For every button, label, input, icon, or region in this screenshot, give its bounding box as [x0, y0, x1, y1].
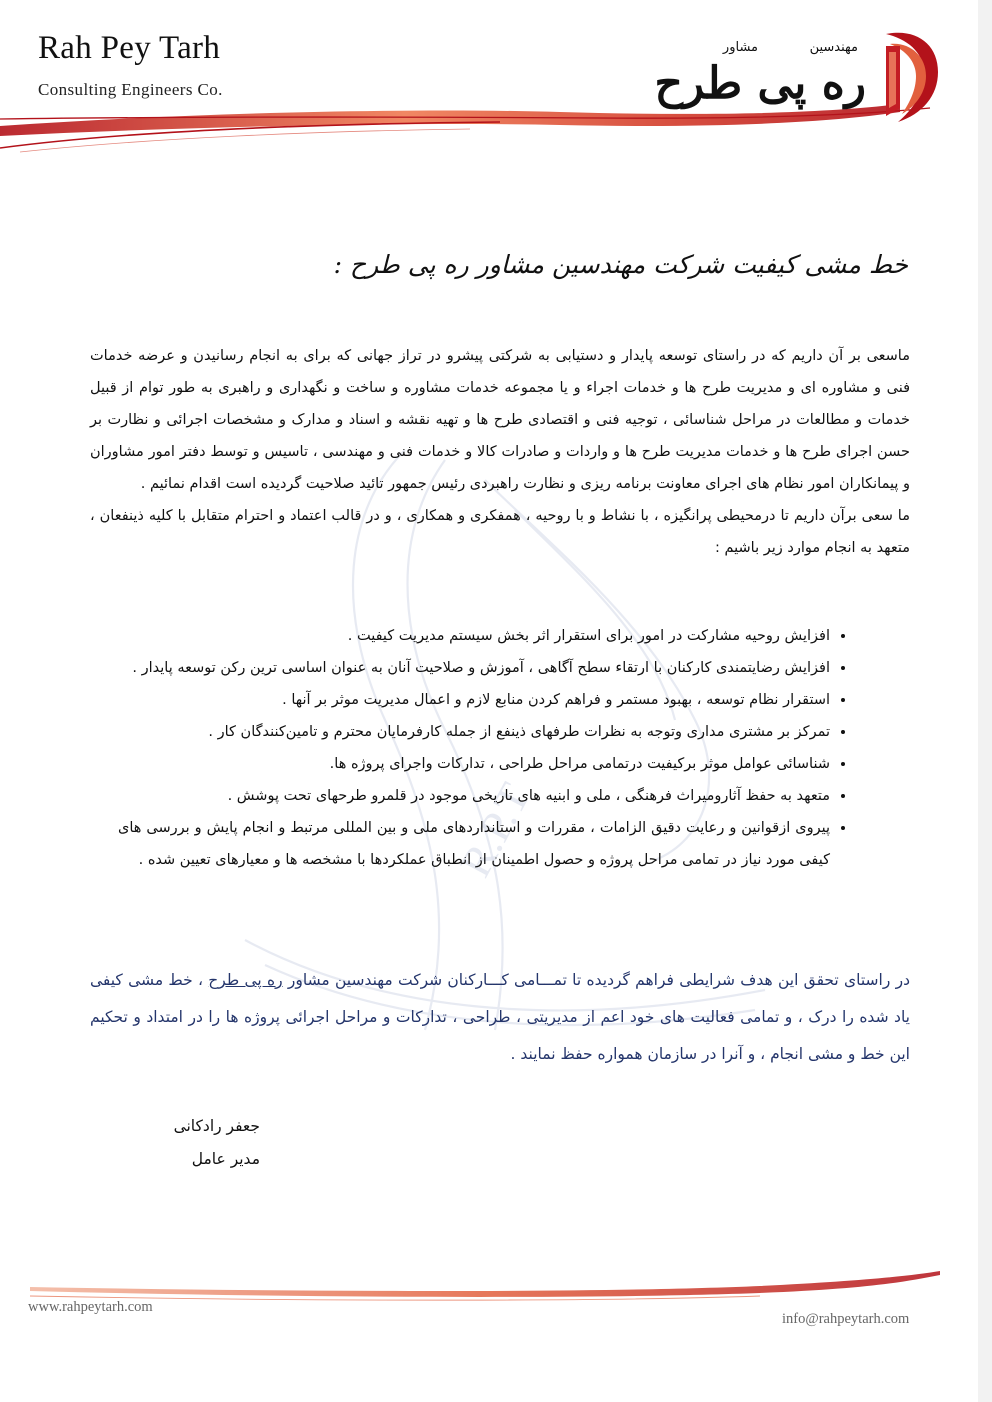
footer-website: www.rahpeytarh.com — [28, 1299, 153, 1315]
watermark-text: R.P.T — [450, 775, 540, 885]
list-item: • متعهد به حفظ آثارومیراث فرهنگی ، ملی و ابنیه های تاریخی موجود در قلمرو طرحهای تحت پوشش . — [118, 780, 830, 812]
company-name-fa-block — [654, 36, 866, 116]
intro-paragraph: ما سعی برآن داریم تا درمحیطی پرانگیزه ، با نشاط و با روحیه ، همفکری و همکاری ، و در قالب اعتماد و احترام متقابل با کلیه ذینفعان ، متعهد به انجام موارد زیر باشیم : — [90, 508, 910, 556]
intro-section — [90, 340, 910, 564]
closing-section — [90, 962, 910, 1073]
footer-swoosh — [30, 1271, 940, 1300]
company-name-link: ره پی طرح — [208, 971, 283, 989]
list-item: • افزایش رضایتمندی کارکنان با ارتقاء سطح آگاهی ، آموزش و صلاحیت آنان به عنوان اساسی ترین رکن توسعه پایدار . — [118, 652, 830, 684]
list-item: • افزایش روحیه مشارکت در امور برای استقرار اثر بخش سیستم مدیریت کیفیت . — [118, 620, 830, 652]
list-item: • تمرکز بر مشتری مداری وتوجه به نظرات طرفهای ذینفع از جمله کارفرمایان محترم و تامین‌کنندگان کار . — [118, 716, 830, 748]
company-name-en: Rah Pey Tarh — [38, 30, 221, 66]
rpt-swoosh-logo-icon — [880, 26, 942, 126]
footer-email: info@rahpeytarh.com — [782, 1311, 910, 1327]
company-tag-engineers: مهندسین — [809, 40, 858, 55]
closing-text-end: ، خط مشی کیفی یاد شده را درک ، و تمامی فعالیت های خود اعم از مدیریتی ، طراحی ، تدارکات و مراحل اجرائی پروژه ها را در امتداد و تحکیم این خط و مشی انجام ، و آنرا در سازمان همواره حفظ نمایند . — [90, 971, 910, 1063]
intro-paragraph: ماسعی بر آن داریم که در راستای توسعه پایدار و دستیابی به شرکتی پیشرو در تراز جهانی که برای به انجام رسانیدن و عرضه خدمات فنی و مشاوره ای و مدیریت طرح ها و خدمات اجراء و یا مجموعه خدمات مشاوره و ساخت و نگهداری و راهبری به طور توام از قبیل خدمات و مطالعات در مراحل شناسائی ، توجیه فنی و اقتصادی طرح ها و تهیه نقشه و اسناد و مدارک و مشخصات اجرائی و نظارت بر حسن اجرای طرح ها و خدمات مدیریت طرح ها و واردات و صادرات کالا و خدمات فنی و مهندسی ، تاسیس و توسط دفتر امور مشاوران و پیمانکاران امور نظام های اجرای معاونت برنامه ریزی و نظارت راهبردی رئیس جمهور تائید صلاحیت گردیده است اقدام نمائیم . — [90, 348, 910, 492]
signature-block — [150, 1110, 260, 1176]
closing-paragraph — [90, 962, 910, 1073]
list-item: • شناسائی عوامل موثر برکیفیت درتمامی مراحل طراحی ، تدارکات واجرای پروژه ها. — [118, 748, 830, 780]
list-item: • استقرار نظام توسعه ، بهبود مستمر و فراهم کردن منابع لازم و اعمال مدیریت موثر بر آنها . — [118, 684, 830, 716]
document-title: خط مشی کیفیت شرکت مهندسین مشاور ره پی طرح : — [333, 250, 908, 279]
signer-position: مدیر عامل — [191, 1150, 260, 1168]
company-tag-consulting: مشاور — [722, 40, 758, 55]
closing-text-start: در راستای تحقق این هدف شرایطی فراهم گردیده تا تمـــامی کـــارکنان شرکت مهندسین مشاور — [282, 971, 911, 989]
commitments-list — [118, 620, 858, 876]
company-name-fa: ره پی طرح — [654, 58, 866, 109]
list-item: • پیروی ازقوانین و رعایت دقیق الزامات ، مقررات و استانداردهای ملی و بین المللی مرتبط و انجام پایش و بررسی های کیفی مورد نیاز در تمامی مراحل پروژه و حصول اطمینان از انطباق عملکردها با مشخصه ها و معیارهای تعیین شده . — [118, 812, 830, 876]
signer-name: جعفر رادکانی — [173, 1117, 260, 1135]
company-subtitle-en: Consulting Engineers Co. — [38, 80, 223, 99]
